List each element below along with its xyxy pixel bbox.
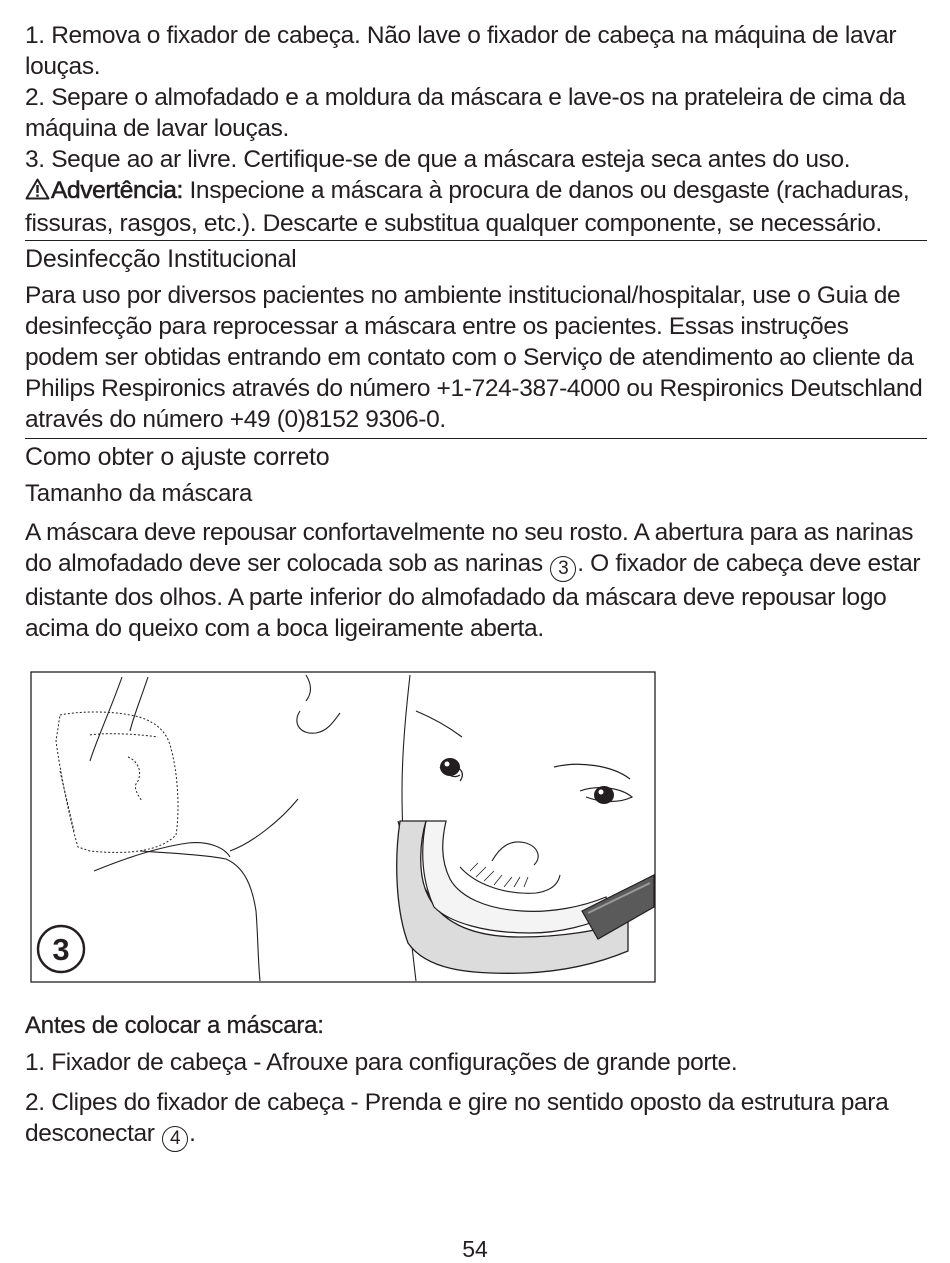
step-1: 1. Remova o fixador de cabeça. Não lave o fixador de cabeça na máquina de lavar louças.	[25, 22, 897, 80]
fit-body	[25, 517, 927, 644]
figure-ref-3: 3	[550, 556, 576, 582]
fit-body-text: A máscara deve repousar confortavelmente no seu rosto. A abertura para as narinas do almofadado deve ser colocada sob as narinas	[25, 519, 914, 577]
before-item-2-text: 2. Clipes do fixador de cabeça - Prenda e gire no sentido oposto da estrutura para desconectar	[25, 1089, 889, 1147]
disinfection-body: Para uso por diversos pacientes no ambiente institucional/hospitalar, use o Guia de desinfecção para reprocessar a máscara entre os pacientes. Essas instruções podem ser obtidas entrando em contato com o Serviço de atendimento ao cliente da Philips Respironics através do número +1-724-387-4000 ou Respironics Deutschland através do número +49 (0)8152 9306-0.	[25, 282, 923, 433]
cleaning-steps	[25, 20, 927, 239]
step-3: 3. Seque ao ar livre. Certifique-se de que a máscara esteja seca antes do uso.	[25, 146, 851, 173]
page-number: 54	[462, 1236, 488, 1262]
warning-label: Advertência:	[51, 177, 183, 204]
figure-label: 3	[52, 932, 70, 967]
mask-fit-illustration	[30, 671, 656, 983]
section-divider	[25, 438, 927, 439]
warning-paragraph	[25, 175, 927, 239]
step-2: 2. Separe o almofadado e a moldura da máscara e lave-os na prateleira de cima da máquina de lavar louças.	[25, 84, 906, 142]
before-item-2	[25, 1087, 927, 1152]
before-item-1: 1. Fixador de cabeça - Afrouxe para configurações de grande porte.	[25, 1049, 738, 1076]
section-title-fit: Como obter o ajuste correto	[25, 443, 330, 471]
section-title-before-mask: Antes de colocar a máscara:	[25, 1012, 324, 1039]
before-item-2-end: .	[189, 1120, 196, 1147]
section-divider	[25, 240, 927, 241]
subsection-title-mask-size: Tamanho da máscara	[25, 480, 253, 507]
warning-triangle-icon	[25, 177, 50, 208]
fit-body-text-cont: . O fixador de cabeça deve estar distante dos olhos. A parte inferior do almofadado da máscara deve repousar logo acima do queixo com a boca ligeiramente aberta.	[25, 550, 921, 642]
warning-text: Inspecione a máscara à procura de danos ou desgaste (rachaduras, fissuras, rasgos, etc.). Descarte e substitua qualquer componente, se necessário.	[25, 177, 910, 237]
section-title-disinfection: Desinfecção Institucional	[25, 245, 297, 273]
figure-ref-4: 4	[162, 1126, 188, 1152]
